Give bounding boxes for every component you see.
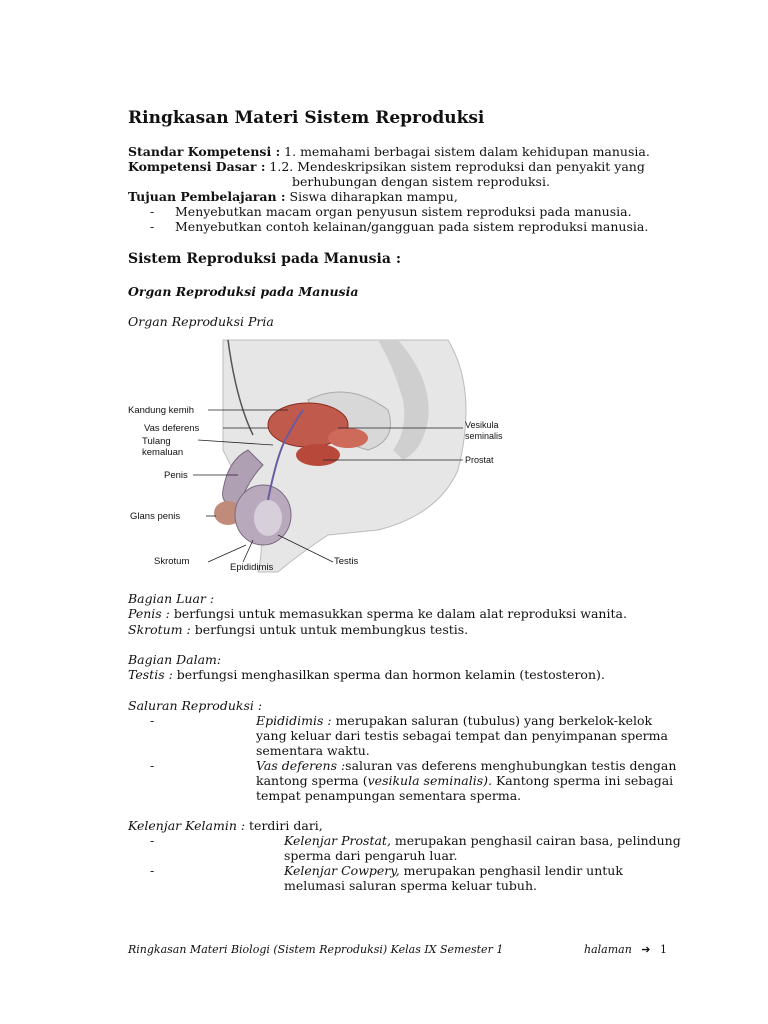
organ-pria-heading: Organ Reproduksi Pria <box>128 314 274 329</box>
label-vas-deferens: Vas deferens <box>144 423 200 434</box>
penis-text: berfungsi untuk memasukkan sperma ke dalam alat reproduksi wanita. <box>173 606 627 621</box>
vas-text-2a: kantong sperma ( <box>256 773 368 788</box>
footer-page-number: 1 <box>660 943 668 956</box>
cowpery-text-1: merupakan penghasil lendir untuk <box>399 863 623 878</box>
standar-kompetensi <box>128 144 650 159</box>
cowpery-line-2: melumasi saluran sperma keluar tubuh. <box>284 878 537 893</box>
saluran-heading: Saluran Reproduksi : <box>128 698 263 713</box>
vas-text-2c: Kantong sperma ini sebagai <box>491 773 674 788</box>
bagian-luar-heading: Bagian Luar : <box>128 591 215 606</box>
kompetensi-text: 1.2. Mendeskripsikan sistem reproduksi dan penyakit yang <box>269 159 645 174</box>
section-title: Sistem Reproduksi pada Manusia : <box>128 251 401 267</box>
epididimis-text-1: merupakan saluran (tubulus) yang berkelok-kelok <box>335 713 653 728</box>
cowpery-line-1 <box>284 863 623 878</box>
vas-deferens-text-1: saluran vas deferens menghubungkan testis dengan <box>345 758 677 773</box>
footer-left: Ringkasan Materi Biologi (Sistem Reproduksi) Kelas IX Semester 1 <box>128 943 504 956</box>
standar-text: 1. memahami berbagai sistem dalam kehidupan manusia. <box>284 144 650 159</box>
label-penis: Penis <box>164 470 188 481</box>
bagian-dalam-heading: Bagian Dalam: <box>128 652 222 667</box>
label-epididimis: Epididimis <box>230 562 274 573</box>
kelenjar-heading: Kelenjar Kelamin : <box>128 818 246 833</box>
label-kandung-kemih: Kandung kemih <box>128 405 195 416</box>
tujuan-text: Siswa diharapkan mampu, <box>289 189 458 204</box>
kelenjar-after: terdiri dari, <box>245 818 323 833</box>
vas-deferens-term: Vas deferens : <box>256 758 346 773</box>
label-tulang: Tulang <box>142 436 171 447</box>
label-vesikula: Vesikula <box>465 420 499 430</box>
epididimis-term: Epididimis : <box>256 713 332 728</box>
vas-deferens-line-2 <box>256 773 673 788</box>
standar-label: Standar Kompetensi : <box>128 144 281 159</box>
penis-term: Penis : <box>128 606 170 621</box>
label-testis: Testis <box>334 556 359 567</box>
seminal-vesicle-shape <box>328 428 368 448</box>
kelenjar-dash-1: - <box>150 833 155 848</box>
subsection-title: Organ Reproduksi pada Manusia <box>128 284 359 299</box>
testis-shape <box>254 500 282 536</box>
testis-text: berfungsi menghasilkan sperma dan hormon kelamin (testosteron). <box>176 667 605 682</box>
label-seminalis: seminalis <box>465 431 503 441</box>
label-skrotum: Skrotum <box>154 556 190 567</box>
testis-term: Testis : <box>128 667 173 682</box>
tujuan-dash-2: - <box>150 219 155 234</box>
page-title: Ringkasan Materi Sistem Reproduksi <box>128 108 485 128</box>
kelenjar-heading-line <box>128 818 323 833</box>
kompetensi-dasar <box>128 159 645 174</box>
male-reproductive-diagram <box>128 340 503 573</box>
testis-line <box>128 667 605 682</box>
footer-page <box>584 943 667 956</box>
vas-deferens-line-3: tempat penampungan sementara sperma. <box>256 788 522 803</box>
tujuan-pembelajaran <box>128 189 458 204</box>
label-prostat: Prostat <box>465 455 494 465</box>
epididimis-line-3: sementara waktu. <box>256 743 370 758</box>
saluran-dash-1: - <box>150 713 155 728</box>
footer-page-label: halaman <box>584 943 632 956</box>
label-glans-penis: Glans penis <box>130 511 181 522</box>
prostat-line-1 <box>284 833 681 848</box>
kompetensi-text-2: berhubungan dengan sistem reproduksi. <box>292 174 550 189</box>
epididimis-line-1 <box>256 713 652 728</box>
vas-text-2b: vesikula seminalis). <box>367 773 492 788</box>
cowpery-term: Kelenjar Cowpery, <box>284 863 400 878</box>
skrotum-text: berfungsi untuk untuk membungkus testis. <box>194 622 469 637</box>
skrotum-line <box>128 622 468 637</box>
kelenjar-dash-2: - <box>150 863 155 878</box>
arrow-right-icon: ➔ <box>641 943 651 956</box>
tujuan-dash-1: - <box>150 204 155 219</box>
label-kemaluan: kemaluan <box>142 447 184 458</box>
prostat-text-1: merupakan penghasil cairan basa, pelindung <box>390 833 681 848</box>
tujuan-item-2: Menyebutkan contoh kelainan/gangguan pada sistem reproduksi manusia. <box>175 219 649 234</box>
vas-deferens-line-1 <box>256 758 676 773</box>
tujuan-item-1: Menyebutkan macam organ penyusun sistem reproduksi pada manusia. <box>175 204 632 219</box>
prostat-term: Kelenjar Prostat, <box>284 833 391 848</box>
tujuan-label: Tujuan Pembelajaran : <box>128 189 286 204</box>
saluran-dash-2: - <box>150 758 155 773</box>
prostat-line-2: sperma dari pengaruh luar. <box>284 848 458 863</box>
prostate-shape <box>296 444 340 466</box>
penis-line <box>128 606 627 621</box>
kompetensi-label: Kompetensi Dasar : <box>128 159 266 174</box>
skrotum-term: Skrotum : <box>128 622 191 637</box>
epididimis-line-2: yang keluar dari testis sebagai tempat dan penyimpanan sperma <box>256 728 668 743</box>
